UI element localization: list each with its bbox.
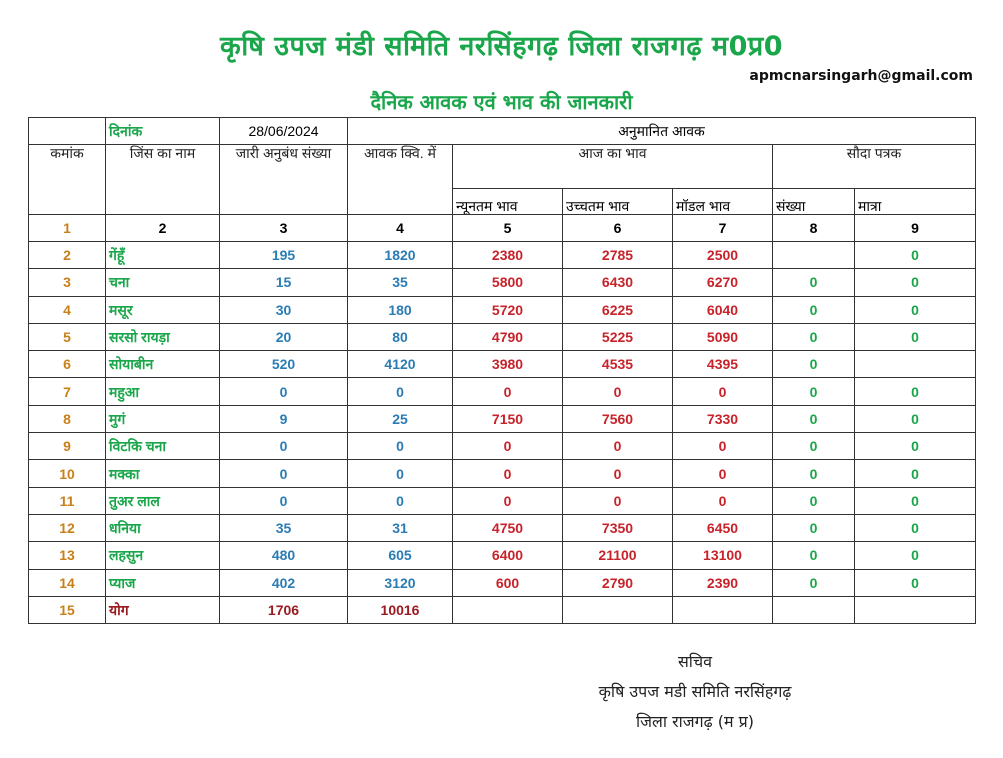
count-cell: 0 <box>773 405 855 432</box>
modal-price-cell: 2390 <box>673 569 773 596</box>
table-row <box>29 296 976 323</box>
arrival-cell: 180 <box>348 296 453 323</box>
quantity-cell: 0 <box>855 242 976 269</box>
quantity-cell: 0 <box>855 460 976 487</box>
min-price-cell: 2380 <box>453 242 563 269</box>
quantity-cell: 0 <box>855 433 976 460</box>
commodity-cell: चना <box>106 269 220 296</box>
quantity-cell <box>855 351 976 378</box>
quantity-cell: 0 <box>855 405 976 432</box>
arrival-cell: 605 <box>348 542 453 569</box>
quantity-cell: 0 <box>855 323 976 350</box>
max-price-cell: 21100 <box>563 542 673 569</box>
count-cell <box>773 242 855 269</box>
arrival-cell: 1820 <box>348 242 453 269</box>
contracts-cell: 402 <box>220 569 348 596</box>
max-price-cell: 0 <box>563 487 673 514</box>
contracts-cell: 480 <box>220 542 348 569</box>
min-price-cell: 5800 <box>453 269 563 296</box>
modal-price-cell: 0 <box>673 433 773 460</box>
col-quantity-header: मात्रा <box>855 189 976 215</box>
serial-cell: 2 <box>29 242 106 269</box>
commodity-cell: मक्का <box>106 460 220 487</box>
col-today-price-header: आज का भाव <box>453 145 773 189</box>
serial-cell: 9 <box>29 433 106 460</box>
column-number: 9 <box>855 215 976 242</box>
min-price-cell: 600 <box>453 569 563 596</box>
min-price-cell: 0 <box>453 433 563 460</box>
min-price-cell: 5720 <box>453 296 563 323</box>
arrival-cell: 3120 <box>348 569 453 596</box>
column-number: 6 <box>563 215 673 242</box>
col-contracts-header: जारी अनुबंध संख्या <box>220 145 348 215</box>
contracts-cell: 0 <box>220 433 348 460</box>
max-price-cell: 7350 <box>563 514 673 541</box>
modal-price-cell: 2500 <box>673 242 773 269</box>
column-number: 3 <box>220 215 348 242</box>
empty-cell <box>453 596 563 623</box>
max-price-cell: 0 <box>563 460 673 487</box>
col-trade-slip-header: सौदा पत्रक <box>773 145 976 189</box>
column-number: 5 <box>453 215 563 242</box>
serial-cell: 7 <box>29 378 106 405</box>
column-number: 2 <box>106 215 220 242</box>
signature-org: कृषि उपज मडी समिति नरसिंहगढ़ <box>598 682 792 701</box>
commodity-cell: लहसुन <box>106 542 220 569</box>
count-cell: 0 <box>773 296 855 323</box>
table-row <box>29 269 976 296</box>
quantity-cell: 0 <box>855 542 976 569</box>
quantity-cell: 0 <box>855 296 976 323</box>
commodity-cell: विटकि चना <box>106 433 220 460</box>
count-cell: 0 <box>773 569 855 596</box>
max-price-cell: 2790 <box>563 569 673 596</box>
serial-cell: 13 <box>29 542 106 569</box>
page-title: कृषि उपज मंडी समिति नरसिंहगढ़ जिला राजगढ़ म0प्र0 <box>219 31 784 62</box>
serial-cell: 3 <box>29 269 106 296</box>
estimated-arrival-heading: अनुमानित आवक <box>348 118 976 145</box>
col-count-header: संख्या <box>773 189 855 215</box>
count-cell: 0 <box>773 542 855 569</box>
col-serial-header: कमांक <box>29 145 106 215</box>
count-cell: 0 <box>773 351 855 378</box>
serial-cell: 11 <box>29 487 106 514</box>
serial-cell: 14 <box>29 569 106 596</box>
signature-title: सचिव <box>677 652 713 671</box>
min-price-cell: 0 <box>453 487 563 514</box>
serial-cell: 6 <box>29 351 106 378</box>
contracts-cell: 520 <box>220 351 348 378</box>
min-price-cell: 4750 <box>453 514 563 541</box>
commodity-cell: मुगं <box>106 405 220 432</box>
quantity-cell: 0 <box>855 514 976 541</box>
column-number-row <box>29 215 976 242</box>
serial-cell: 10 <box>29 460 106 487</box>
date-value: 28/06/2024 <box>220 118 348 145</box>
table-row <box>29 405 976 432</box>
table-row <box>29 569 976 596</box>
count-cell: 0 <box>773 487 855 514</box>
col-modal-price-header: मॉडल भाव <box>673 189 773 215</box>
quantity-cell: 0 <box>855 569 976 596</box>
arrival-cell: 4120 <box>348 351 453 378</box>
max-price-cell: 0 <box>563 378 673 405</box>
table-row <box>29 242 976 269</box>
modal-price-cell: 0 <box>673 378 773 405</box>
empty-cell <box>773 596 855 623</box>
min-price-cell: 6400 <box>453 542 563 569</box>
table-row <box>29 487 976 514</box>
empty-cell <box>855 596 976 623</box>
quantity-cell: 0 <box>855 487 976 514</box>
modal-price-cell: 0 <box>673 460 773 487</box>
arrival-cell: 0 <box>348 378 453 405</box>
quantity-cell: 0 <box>855 269 976 296</box>
max-price-cell: 0 <box>563 433 673 460</box>
total-arrival-cell: 10016 <box>348 596 453 623</box>
max-price-cell: 5225 <box>563 323 673 350</box>
commodity-cell: मसूर <box>106 296 220 323</box>
contracts-cell: 0 <box>220 487 348 514</box>
commodity-cell: सोयाबीन <box>106 351 220 378</box>
modal-price-cell: 13100 <box>673 542 773 569</box>
table-row <box>29 460 976 487</box>
contracts-cell: 0 <box>220 378 348 405</box>
header-row <box>29 145 976 189</box>
total-serial-cell: 15 <box>29 596 106 623</box>
arrival-cell: 31 <box>348 514 453 541</box>
commodity-cell: महुआ <box>106 378 220 405</box>
contracts-cell: 0 <box>220 460 348 487</box>
min-price-cell: 0 <box>453 460 563 487</box>
max-price-cell: 2785 <box>563 242 673 269</box>
commodity-cell: धनिया <box>106 514 220 541</box>
count-cell: 0 <box>773 433 855 460</box>
quantity-cell: 0 <box>855 378 976 405</box>
total-label-cell: योग <box>106 596 220 623</box>
empty-cell <box>673 596 773 623</box>
contracts-cell: 20 <box>220 323 348 350</box>
table-row <box>29 351 976 378</box>
contracts-cell: 9 <box>220 405 348 432</box>
arrival-cell: 0 <box>348 460 453 487</box>
max-price-cell: 6430 <box>563 269 673 296</box>
count-cell: 0 <box>773 378 855 405</box>
commodity-cell: प्याज <box>106 569 220 596</box>
min-price-cell: 7150 <box>453 405 563 432</box>
min-price-cell: 4790 <box>453 323 563 350</box>
arrival-price-table <box>28 117 976 624</box>
min-price-cell: 0 <box>453 378 563 405</box>
count-cell: 0 <box>773 460 855 487</box>
modal-price-cell: 5090 <box>673 323 773 350</box>
modal-price-cell: 6040 <box>673 296 773 323</box>
commodity-cell: गेंहूँ <box>106 242 220 269</box>
table-row <box>29 542 976 569</box>
serial-cell: 4 <box>29 296 106 323</box>
serial-cell: 8 <box>29 405 106 432</box>
table-row <box>29 323 976 350</box>
count-cell: 0 <box>773 269 855 296</box>
modal-price-cell: 6450 <box>673 514 773 541</box>
total-contracts-cell: 1706 <box>220 596 348 623</box>
count-cell: 0 <box>773 514 855 541</box>
arrival-cell: 80 <box>348 323 453 350</box>
contracts-cell: 15 <box>220 269 348 296</box>
min-price-cell: 3980 <box>453 351 563 378</box>
table-row <box>29 514 976 541</box>
table-row <box>29 433 976 460</box>
contact-email: apmcnarsingarh@gmail.com <box>749 68 973 84</box>
date-label: दिनांक <box>106 118 220 145</box>
column-number: 7 <box>673 215 773 242</box>
column-number: 1 <box>29 215 106 242</box>
col-arrival-header: आवक क्वि. में <box>348 145 453 215</box>
contracts-cell: 30 <box>220 296 348 323</box>
arrival-cell: 35 <box>348 269 453 296</box>
empty-cell <box>563 596 673 623</box>
total-row <box>29 596 976 623</box>
count-cell: 0 <box>773 323 855 350</box>
arrival-cell: 25 <box>348 405 453 432</box>
modal-price-cell: 0 <box>673 487 773 514</box>
commodity-cell: तुअर लाल <box>106 487 220 514</box>
col-min-price-header: न्यूनतम भाव <box>453 189 563 215</box>
date-row <box>29 118 976 145</box>
max-price-cell: 4535 <box>563 351 673 378</box>
max-price-cell: 6225 <box>563 296 673 323</box>
arrival-cell: 0 <box>348 487 453 514</box>
serial-cell: 5 <box>29 323 106 350</box>
table-row <box>29 378 976 405</box>
commodity-cell: सरसो रायड़ा <box>106 323 220 350</box>
serial-cell: 12 <box>29 514 106 541</box>
col-commodity-header: जिंस का नाम <box>106 145 220 215</box>
modal-price-cell: 4395 <box>673 351 773 378</box>
contracts-cell: 35 <box>220 514 348 541</box>
modal-price-cell: 6270 <box>673 269 773 296</box>
column-number: 8 <box>773 215 855 242</box>
max-price-cell: 7560 <box>563 405 673 432</box>
signature-district: जिला राजगढ़ (म प्र) <box>636 712 754 731</box>
page-subtitle: दैनिक आवक एवं भाव की जानकारी <box>370 90 633 114</box>
column-number: 4 <box>348 215 453 242</box>
col-max-price-header: उच्चतम भाव <box>563 189 673 215</box>
modal-price-cell: 7330 <box>673 405 773 432</box>
arrival-cell: 0 <box>348 433 453 460</box>
contracts-cell: 195 <box>220 242 348 269</box>
